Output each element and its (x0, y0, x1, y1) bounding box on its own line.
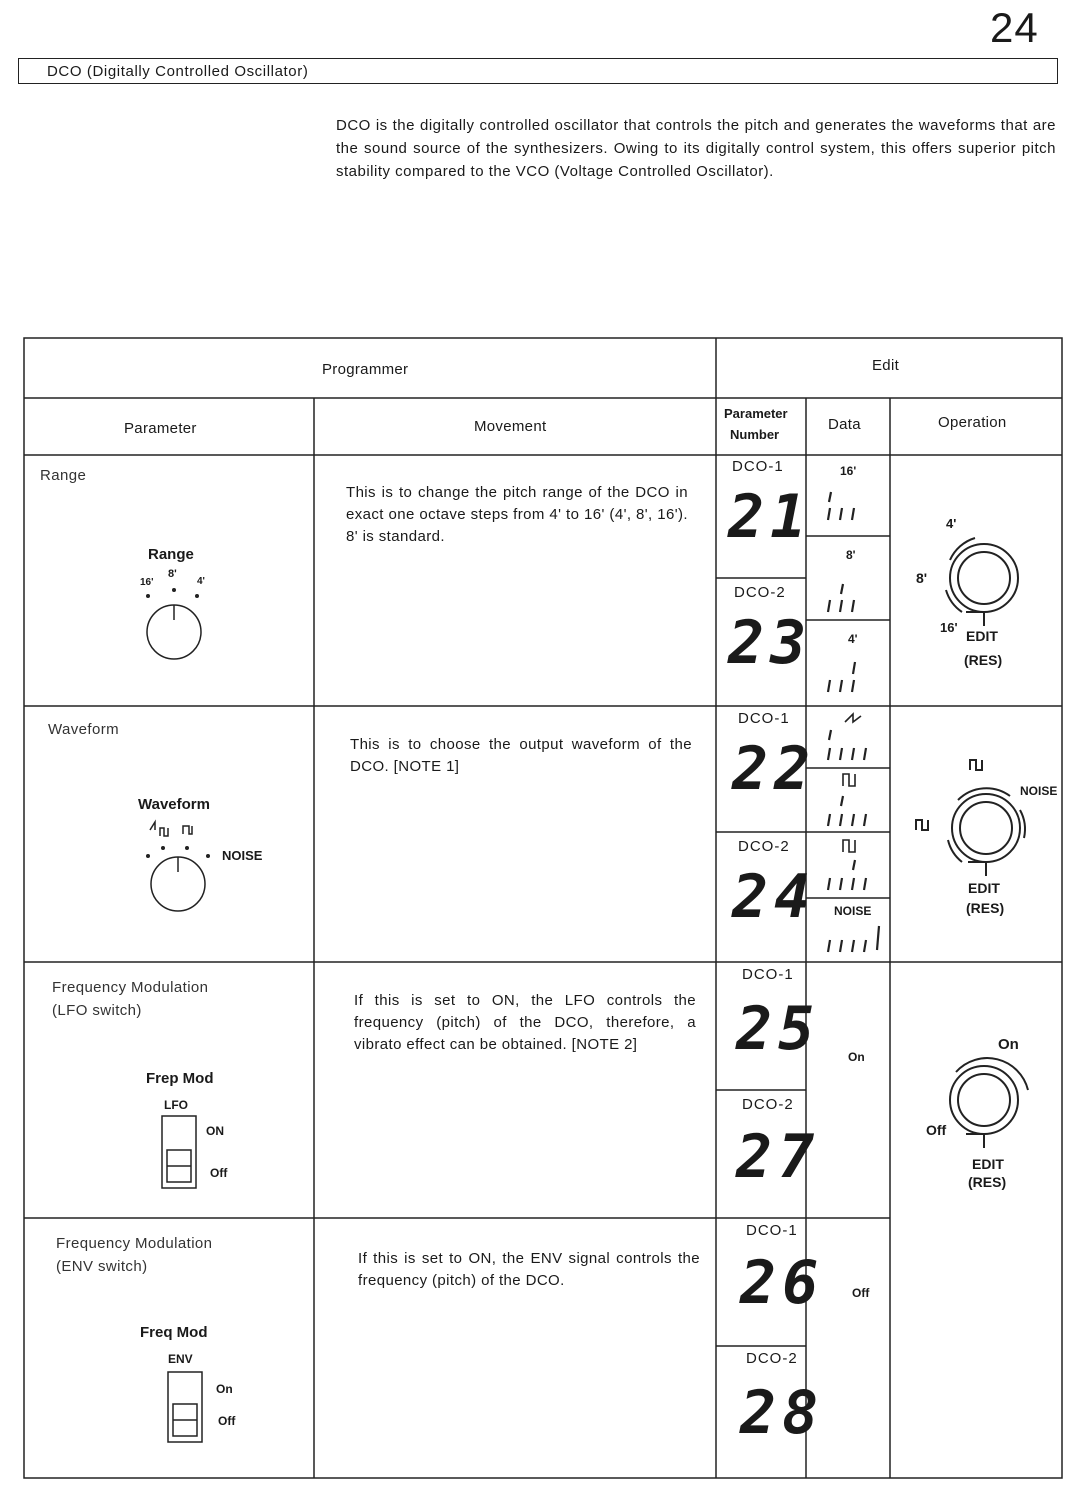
lfo-dco1-number: 25 (736, 994, 821, 1064)
env-dco1-number: 26 (740, 1248, 825, 1318)
range-knob-title: Range (148, 546, 194, 563)
waveform-knob-icon (150, 822, 205, 911)
env-switch-sub: ENV (168, 1352, 193, 1366)
waveform-op-res: (RES) (966, 900, 1005, 916)
lfo-op-on: On (998, 1036, 1019, 1053)
waveform-dco2-label: DCO-2 (738, 838, 790, 855)
intro-paragraph: DCO is the digitally controlled oscillator that controls the pitch and generates the waveforms that are the sound source of the synthesizers. Owing to its digitally control system, this offers superior pitch stability compared to the VCO (Voltage Controlled Oscillator). (336, 117, 1056, 180)
env-data-off: Off (852, 1286, 870, 1300)
env-dco2-number: 28 (740, 1378, 825, 1448)
row-lfo-label-line1: Frequency Modulation (52, 979, 209, 996)
header-operation: Operation (938, 414, 1007, 431)
header-parameter: Parameter (124, 420, 197, 437)
lfo-switch-sub: LFO (164, 1098, 188, 1112)
row-env-label-line1: Frequency Modulation (56, 1235, 213, 1252)
header-movement: Movement (474, 418, 547, 435)
env-switch-title: Freq Mod (140, 1324, 208, 1341)
range-data-8: 8' (846, 548, 856, 562)
lfo-dco2-label: DCO-2 (742, 1096, 794, 1113)
env-switch-icon (168, 1372, 202, 1442)
row-range-movement: This is to change the pitch range of the DCO in exact one octave steps from 4' to 16' (4', 8', 16'). 8' is standard. (346, 484, 688, 545)
row-range-label: Range (40, 467, 87, 484)
range-mark-8: 8' (168, 568, 177, 580)
lfo-op-off: Off (926, 1122, 947, 1138)
operation-knob-icon (946, 538, 1018, 626)
range-op-mark-8: 8' (916, 570, 928, 586)
lfo-switch-icon (162, 1116, 196, 1188)
section-title: DCO (Digitally Controlled Oscillator) (47, 63, 309, 80)
header-param-number-line2: Number (730, 427, 780, 442)
range-op-edit: EDIT (966, 628, 998, 644)
range-dco1-label: DCO-1 (732, 458, 784, 475)
env-switch-off: Off (218, 1414, 236, 1428)
row-env-label-line2: (ENV switch) (56, 1258, 148, 1275)
operation-knob-icon-2 (916, 760, 1025, 876)
header-programmer: Programmer (322, 361, 409, 378)
operation-knob-icon-3 (950, 1058, 1028, 1148)
header-data: Data (828, 416, 861, 433)
waveform-knob-title: Waveform (138, 796, 210, 813)
header-edit: Edit (872, 357, 900, 374)
range-data-16: 16' (840, 464, 857, 478)
range-op-res: (RES) (964, 652, 1003, 668)
lfo-data-on: On (848, 1050, 865, 1064)
range-mark-16: 16' (140, 577, 154, 588)
lfo-op-edit: EDIT (972, 1156, 1004, 1172)
row-waveform-movement: This is to choose the output waveform of the DCO. [NOTE 1] (350, 736, 692, 775)
lfo-switch-on: ON (206, 1124, 224, 1138)
row-lfo-movement: If this is set to ON, the LFO controls the frequency (pitch) of the DCO, therefore, a vibrato effect can be obtained. [NOTE 2] (354, 992, 696, 1053)
row-env-movement: If this is set to ON, the ENV signal controls the frequency (pitch) of the DCO. (358, 1250, 700, 1289)
range-knob-icon (147, 605, 201, 659)
lfo-op-res: (RES) (968, 1174, 1007, 1190)
lfo-dco1-label: DCO-1 (742, 966, 794, 983)
lfo-switch-title: Frep Mod (146, 1070, 214, 1087)
row-waveform-label: Waveform (48, 721, 119, 738)
range-data-4: 4' (848, 632, 858, 646)
range-dco2-number: 23 (728, 608, 813, 678)
row-lfo-label-line2: (LFO switch) (52, 1002, 142, 1019)
waveform-op-noise: NOISE (1020, 784, 1058, 798)
lfo-switch-off: Off (210, 1166, 228, 1180)
waveform-dco1-number: 22 (732, 734, 817, 804)
env-dco1-label: DCO-1 (746, 1222, 798, 1239)
range-dco2-label: DCO-2 (734, 584, 786, 601)
env-switch-on: On (216, 1382, 233, 1396)
range-op-mark-16: 16' (940, 620, 958, 635)
range-dco1-number: 21 (728, 482, 813, 552)
page-number: 24 (990, 4, 1039, 51)
waveform-data-noise: NOISE (834, 904, 872, 918)
range-op-mark-4: 4' (946, 516, 957, 531)
header-param-number-line1: Parameter (724, 406, 788, 421)
lfo-dco2-number: 27 (736, 1122, 821, 1192)
range-mark-4: 4' (197, 576, 205, 587)
waveform-dco1-label: DCO-1 (738, 710, 790, 727)
env-dco2-label: DCO-2 (746, 1350, 798, 1367)
waveform-op-edit: EDIT (968, 880, 1000, 896)
waveform-dco2-number: 24 (732, 862, 817, 932)
waveform-knob-noise: NOISE (222, 848, 263, 863)
